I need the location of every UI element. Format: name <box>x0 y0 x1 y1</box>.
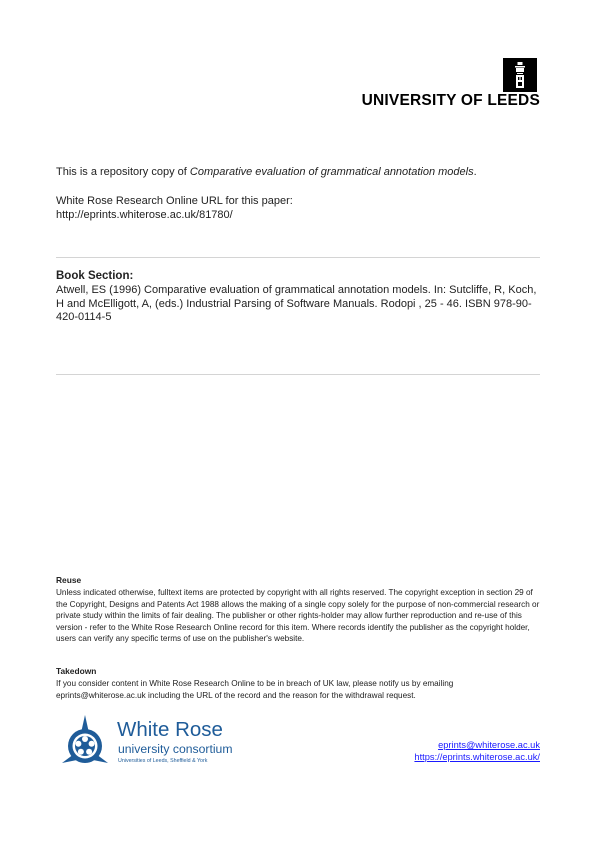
takedown-heading: Takedown <box>56 666 97 676</box>
contact-email-link[interactable]: eprints@whiterose.ac.uk <box>438 740 540 750</box>
repository-copy-statement <box>56 166 546 180</box>
reuse-heading: Reuse <box>56 575 82 585</box>
university-of-leeds-logo: UNIVERSITY OF LEEDS <box>361 92 540 109</box>
white-rose-emblem-icon <box>58 713 112 771</box>
repository-copy-suffix: . <box>473 166 477 178</box>
divider <box>56 374 540 375</box>
book-section-heading: Book Section: <box>56 270 134 282</box>
paper-title: Comparative evaluation of grammatical annotation models <box>189 166 474 178</box>
leeds-tower-crest-icon <box>503 58 537 92</box>
divider <box>56 257 540 258</box>
takedown-text: If you consider content in White Rose Research Online to be in breach of UK law, please notify us by emailing eprints@whiterose.ac.uk including the URL of the record and the reason for the withdrawal request. <box>56 679 454 700</box>
reuse-text: Unless indicated otherwise, fulltext items are protected by copyright with all rights reserved. The copyright exception in section 29 of the Copyright, Designs and Patents Act 1988 allows the making of a single copy solely for the purpose of non-commercial research or private study within the limits of fair dealing. The publisher or other rights-holder may allow further reproduction and re-use of this version - refer to the White Rose Research Online record for this item. Where records identify the publisher as the copyright holder, users can verify any specific terms of use on the publisher's website. <box>56 588 540 644</box>
paper-url[interactable]: http://eprints.whiterose.ac.uk/81780/ <box>56 209 233 221</box>
url-label: White Rose Research Online URL for this paper: <box>56 195 293 207</box>
white-rose-universities: Universities of Leeds, Sheffield & York <box>118 758 208 764</box>
eprints-website-link[interactable]: https://eprints.whiterose.ac.uk/ <box>414 752 540 762</box>
white-rose-subtitle: university consortium <box>118 742 233 756</box>
repository-copy-prefix: This is a repository copy of <box>56 166 190 178</box>
white-rose-title: White Rose <box>117 718 223 741</box>
citation: Atwell, ES (1996) Comparative evaluation of grammatical annotation models. In: Sutcliffe, R, Koch, H and McElligott, A, (eds.) Industrial Parsing of Software Manuals. Rodopi , 25 - 46. ISBN 978-90-420-0114-5 <box>56 284 537 323</box>
